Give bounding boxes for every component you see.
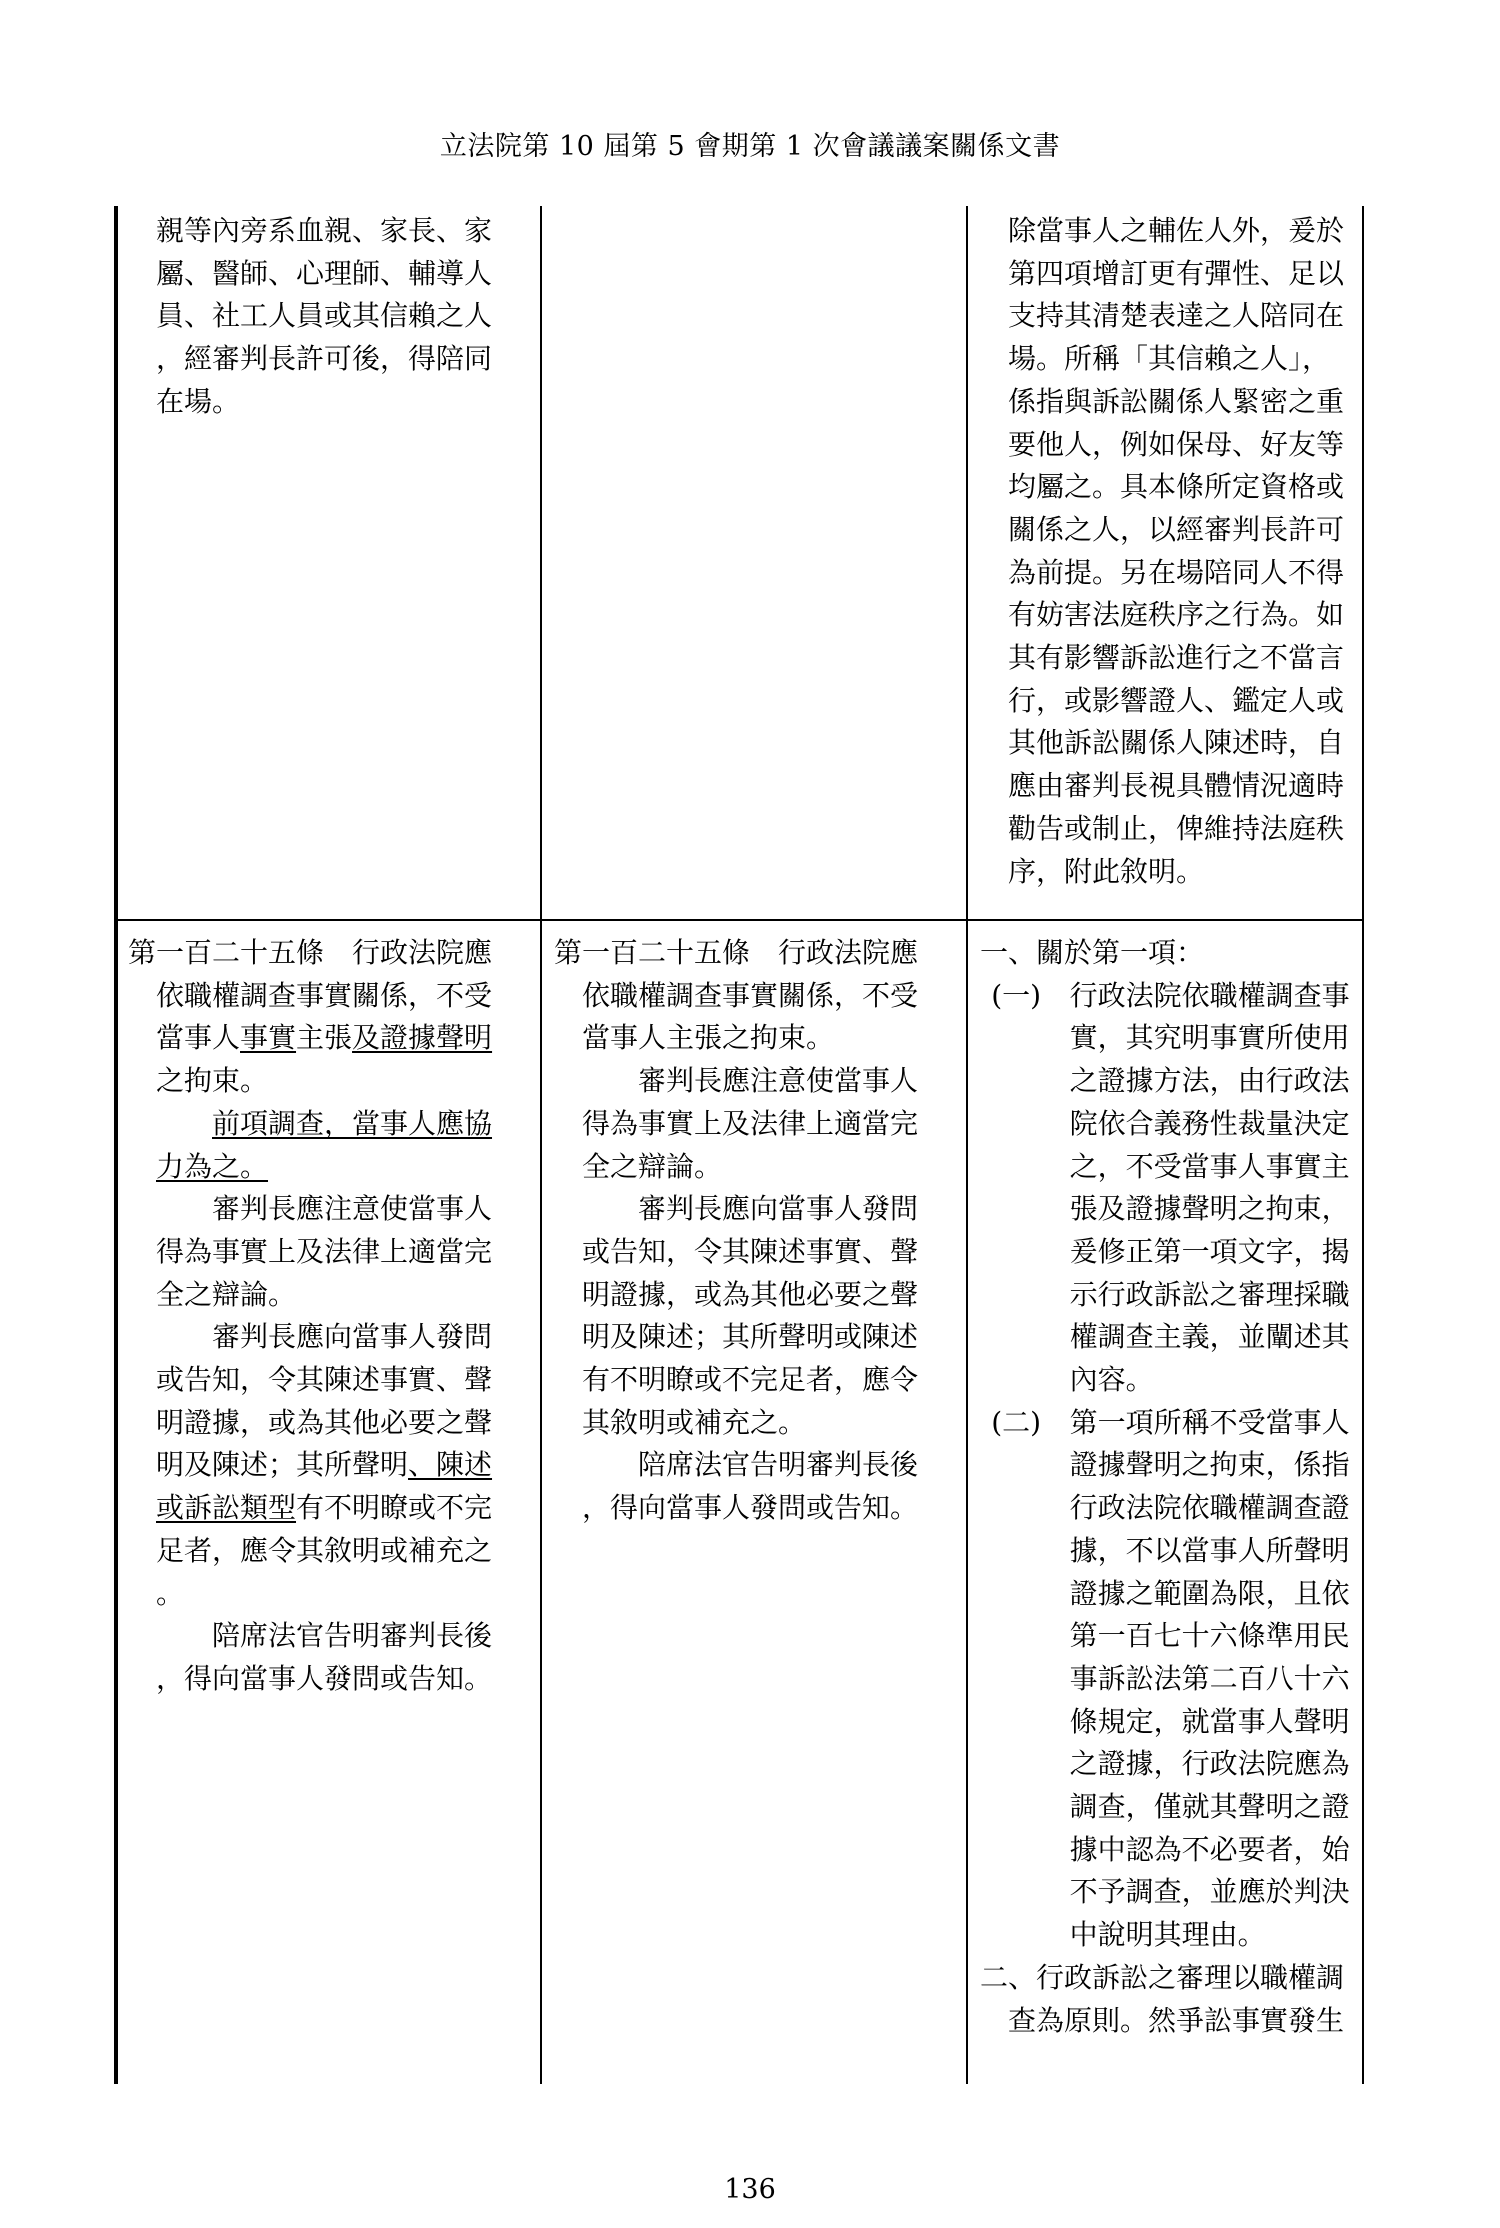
text-line: 全之辯論。: [582, 1149, 723, 1183]
text-line: 足者，應令其敘明或補充之: [156, 1533, 493, 1567]
text-line: 勸告或制止，俾維持法庭秩: [1008, 811, 1345, 845]
text-line: 明及陳述；其所聲明、陳述: [156, 1448, 493, 1482]
row1-explanation-cell: [980, 210, 1382, 893]
text-line: 院依合義務性裁量決定: [1069, 1106, 1350, 1140]
text-line: 明證據，或為其他必要之聲: [156, 1405, 493, 1439]
text-line: 實，其究明事實所使用: [1069, 1021, 1350, 1055]
text-line: 之證據方法，由行政法: [1069, 1064, 1350, 1098]
text-line: 關係之人，以經審判長許可: [1008, 512, 1345, 546]
text-line: 審判長應向當事人發問: [638, 1192, 919, 1226]
text-line: 條規定，就當事人聲明: [1069, 1704, 1350, 1738]
text-line: 全之辯論。: [156, 1277, 297, 1311]
text-line: 權調查主義，並闡述其: [1069, 1320, 1350, 1354]
text-line: 有妨害法庭秩序之行為。如: [1008, 598, 1345, 632]
amended-underline: 及證據聲明: [352, 1021, 493, 1055]
text-line: 或告知，令其陳述事實、聲: [582, 1234, 919, 1268]
text-line: 要他人，例如保母、好友等: [1008, 427, 1345, 461]
column-divider-1: [540, 206, 542, 2084]
row2-amended-text-cell: [128, 932, 533, 1701]
text-line: 當事人主張之拘束。: [582, 1021, 835, 1055]
text-line: [156, 1103, 533, 1146]
text-line: 得為事實上及法律上適當完: [582, 1106, 919, 1140]
sub-item-2: [980, 1402, 1354, 1957]
text-line: ，經審判長許可後，得陪同: [156, 342, 493, 376]
text-line: 其有影響訴訟進行之不當言: [1008, 641, 1345, 675]
article-body: [554, 975, 959, 1530]
text-line: 爰修正第一項文字，揭: [1069, 1234, 1350, 1268]
page-number: 136: [724, 2174, 776, 2205]
text-line: 陪席法官告明審判長後: [638, 1448, 919, 1482]
text-line: 明及陳述；其所聲明或陳述: [582, 1320, 919, 1354]
text-line: 支持其清楚表達之人陪同在: [1008, 299, 1345, 333]
table-left-border: [114, 206, 118, 2084]
column-divider-2: [966, 206, 968, 2084]
text-line: 不予調查，並應於判決: [1069, 1875, 1350, 1909]
text-line: 明證據，或為其他必要之聲: [582, 1277, 919, 1311]
row1-amended-text-cell: [128, 210, 561, 424]
text-line: 得為事實上及法律上適當完: [156, 1234, 493, 1268]
text-line: 據，不以當事人所聲明: [1069, 1533, 1350, 1567]
text-line: 依職權調查事實關係，不受: [582, 978, 919, 1012]
text-line: 查為原則。然爭訟事實發生: [1008, 2003, 1345, 2037]
text-line: 為前提。另在場陪同人不得: [1008, 555, 1345, 589]
text-line: 行政法院依職權調查證: [1069, 1491, 1350, 1525]
text-line: 調查，僅就其聲明之證: [1069, 1790, 1350, 1824]
sub-item-marker: (一): [991, 978, 1042, 1012]
row2-explanation-cell: [980, 932, 1354, 2042]
text-line: 陪席法官告明審判長後: [212, 1619, 493, 1653]
document-header: 立法院第 10 屆第 5 會期第 1 次會議議案關係文書: [439, 131, 1061, 162]
text-line: 其他訴訟關係人陳述時，自: [1008, 726, 1345, 760]
text-line: 或訴訟類型有不明瞭或不完: [156, 1491, 493, 1525]
amended-underline: 事實: [240, 1021, 297, 1055]
text-line: 行，或影響證人、鑑定人或: [1008, 683, 1345, 717]
text-line: 據中認為不必要者，始: [1069, 1832, 1350, 1866]
text-line: 其敘明或補充之。: [582, 1405, 807, 1439]
text-line: 之證據，行政法院應為: [1069, 1747, 1350, 1781]
text-line: 當事人事實主張及證據聲明: [156, 1021, 493, 1055]
text-line: 依職權調查事實關係，不受: [156, 978, 493, 1012]
text-line: 屬、醫師、心理師、輔導人: [156, 256, 493, 290]
amended-underline: 或訴訟類型: [156, 1491, 297, 1525]
article-heading: 第一百二十五條 行政法院應: [128, 936, 493, 969]
text-line: 親等內旁系血親、家長、家: [156, 214, 493, 247]
text-line: 均屬之。具本條所定資格或: [1008, 470, 1345, 504]
text-line: 證據聲明之拘束，係指: [1069, 1448, 1350, 1482]
item-heading: 一、關於第一項：: [980, 936, 1205, 969]
amended-underline: 力為之。: [156, 1149, 269, 1183]
text-line: 應由審判長視具體情況適時: [1008, 769, 1345, 803]
text-line: 審判長應注意使當事人: [212, 1192, 493, 1226]
sub-item-1: [980, 975, 1354, 1402]
comparison-table: [114, 206, 1364, 2084]
text-line: 張及證據聲明之拘束，: [1069, 1192, 1350, 1226]
text-line: 除當事人之輔佐人外，爰於: [1008, 214, 1345, 247]
text-line: ，得向當事人發問或告知。: [582, 1491, 919, 1525]
row2-current-text-cell: [554, 932, 959, 1530]
text-line: [156, 1146, 533, 1189]
text-line: 係指與訴訟關係人緊密之重: [1008, 384, 1345, 418]
text-line: 第四項增訂更有彈性、足以: [1008, 256, 1345, 290]
text-line: 場。所稱「其信賴之人」，: [1008, 342, 1331, 376]
sub-item-marker: (二): [991, 1405, 1042, 1439]
text-line: 之，不受當事人事實主: [1069, 1149, 1350, 1183]
text-line: 之拘束。: [156, 1064, 269, 1098]
text-line: 中說明其理由。: [1069, 1918, 1266, 1952]
text-line: 證據之範圍為限，且依: [1069, 1576, 1350, 1610]
text-line: 內容。: [1069, 1363, 1154, 1397]
amended-underline: 、陳述: [408, 1448, 493, 1482]
text-line: 事訴訟法第二百八十六: [1069, 1661, 1350, 1695]
row-divider: [114, 919, 1364, 921]
article-heading: 第一百二十五條 行政法院應: [554, 936, 919, 969]
text-line: 。: [156, 1576, 185, 1610]
text-line: 第一百七十六條準用民: [1069, 1619, 1350, 1653]
text-line: 有不明瞭或不完足者，應令: [582, 1363, 919, 1397]
text-line: 審判長應注意使當事人: [638, 1064, 919, 1098]
amended-underline: 前項調查，當事人應協: [212, 1106, 493, 1140]
item-heading: 二、行政訴訟之審理以職權調: [980, 1960, 1345, 1994]
text-line: 行政法院依職權調查事: [1069, 978, 1350, 1012]
article-body: [128, 975, 533, 1701]
text-line: 或告知，令其陳述事實、聲: [156, 1363, 493, 1397]
text-line: 員、社工人員或其信賴之人: [156, 299, 493, 333]
text-line: 審判長應向當事人發問: [212, 1320, 493, 1354]
text-line: 在場。: [156, 384, 241, 418]
text-line: ，得向當事人發問或告知。: [156, 1661, 493, 1695]
text-line: 序，附此敘明。: [1008, 854, 1205, 888]
text-line: 第一項所稱不受當事人: [1069, 1405, 1350, 1439]
text-line: 示行政訴訟之審理採職: [1069, 1277, 1350, 1311]
